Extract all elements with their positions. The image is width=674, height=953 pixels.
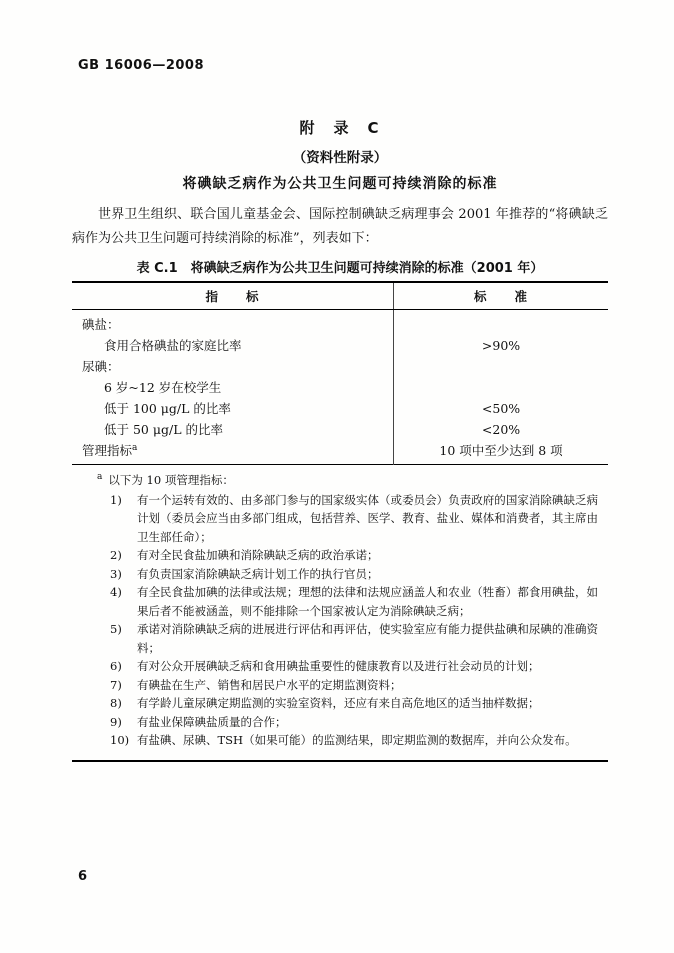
standards-table [72,281,608,762]
page-number: 6 [78,869,88,884]
table-row [72,419,608,440]
indicator-cell: 管理指标$^a$ [72,440,394,465]
footnote-item-text: 有学龄儿童尿碘定期监测的实验室资料，还应有来自高危地区的适当抽样数据； [137,696,540,710]
table-row [72,398,608,419]
standard-cell [394,310,608,336]
footnote-item [110,546,598,565]
footnote-item-text: 有负责国家消除碘缺乏病计划工作的执行官员； [137,566,379,581]
table-footnote-section [72,465,608,761]
footnote-item-number: 1) [110,492,122,507]
indicator-cell: 食用合格碘盐的家庭比率 [72,335,394,356]
table-caption: 表 C.1 将碘缺乏病作为公共卫生问题可持续消除的标准（2001 年） [136,261,544,276]
footnote-item-number: 5) [110,622,122,636]
footnote-marker: a [97,472,103,483]
appendix-subtitle: （资料性附录） [292,150,388,166]
footnote-item-number: 7) [110,677,122,692]
footnote-cell [72,465,608,761]
indicator-cell: 低于 100 μg/L 的比率 [72,398,394,419]
footnote-item-text: 有全民食盐加碘的法律或法规；理想的法律和法规应涵盖人和农业（牲畜）都食用碘盐，如果后者不能被涵盖，则不能排除一个国家被认定为消除碘缺乏病； [137,585,598,618]
col-header-standard: 标 准 [394,282,608,310]
table-header-row [72,282,608,310]
footnote-item-number: 2) [110,548,122,562]
footnote-item [110,713,598,732]
footnote-item-text: 承诺对消除碘缺乏病的进展进行评估和再评估，使实验室应有能力提供盐碘和尿碘的准确资料； [137,622,598,655]
appendix-heading: 将碘缺乏病作为公共卫生问题可持续消除的标准 [182,176,498,192]
table-row [72,310,608,336]
standard-cell [394,356,608,377]
indicator-cell: 碘盐： [72,310,394,336]
appendix-title: 附 录 C [299,119,381,137]
standard-cell [394,377,608,398]
indicator-cell: 低于 50 μg/L 的比率 [72,419,394,440]
footnote-item [110,565,598,584]
footnote-item-number: 6) [110,659,122,673]
footnote [97,471,598,750]
footnote-item-text: 有对公众开展碘缺乏病和食用碘盐重要性的健康教育以及进行社会动员的计划； [137,659,540,673]
footnote-items [97,491,598,750]
footnote-item-text: 有碘盐在生产、销售和居民户水平的定期监测资料； [137,677,402,692]
standard-cell: <20% [481,422,521,437]
intro-paragraph: 世界卫生组织、联合国儿童基金会、国际控制碘缺乏病理事会 2001 年推荐的“将碘缺乏病作为公共卫生问题可持续消除的标准”，列表如下： [72,207,608,246]
footnote-item-number: 8) [110,696,122,710]
footnote-item [110,731,598,750]
indicator-cell: 尿碘： [72,356,394,377]
footnote-item [110,657,598,676]
footnote-item-number: 9) [110,714,122,729]
col-header-indicator: 指 标 [72,282,394,310]
footnote-item [110,676,598,695]
standard-cell: >90% [481,338,521,353]
standard-cell: 10 项中至少达到 8 项 [439,443,563,458]
footnote-item [110,694,598,713]
page-content [72,0,608,762]
footnote-item [110,491,598,547]
standard-cell: <50% [481,401,521,416]
footnote-item-number: 10) [110,733,130,747]
table-row [72,440,608,465]
footnote-item-text: 有盐业保障碘盐质量的合作； [137,714,287,729]
footnote-item-text: 有盐碘、尿碘、TSH（如果可能）的监测结果，即定期监测的数据库，并向公众发布。 [137,733,577,747]
footnote-item-text: 有一个运转有效的、由多部门参与的国家级实体（或委员会）负责政府的国家消除碘缺乏病计划（委员会应当由多部门组成，包括营养、医学、教育、盐业、媒体和消费者，其主席由卫生部任命）； [137,492,598,544]
footnote-item-number: 3) [110,566,122,581]
footnote-intro [97,471,598,490]
doc-number: GB 16006—2008 [78,58,205,73]
footnote-item-number: 4) [110,585,122,599]
standards-table-body [72,310,608,465]
table-header [72,282,608,310]
footnote-item [110,620,598,657]
table-row [72,356,608,377]
table-row [72,377,608,398]
footnote-item [110,583,598,620]
footnote-item-text: 有对全民食盐加碘和消除碘缺乏病的政治承诺； [137,548,379,562]
footnote-row [72,465,608,761]
footnote-intro-text: 以下为 10 项管理指标： [108,473,234,487]
indicator-cell: 6 岁~12 岁在校学生 [72,377,394,398]
table-row [72,335,608,356]
